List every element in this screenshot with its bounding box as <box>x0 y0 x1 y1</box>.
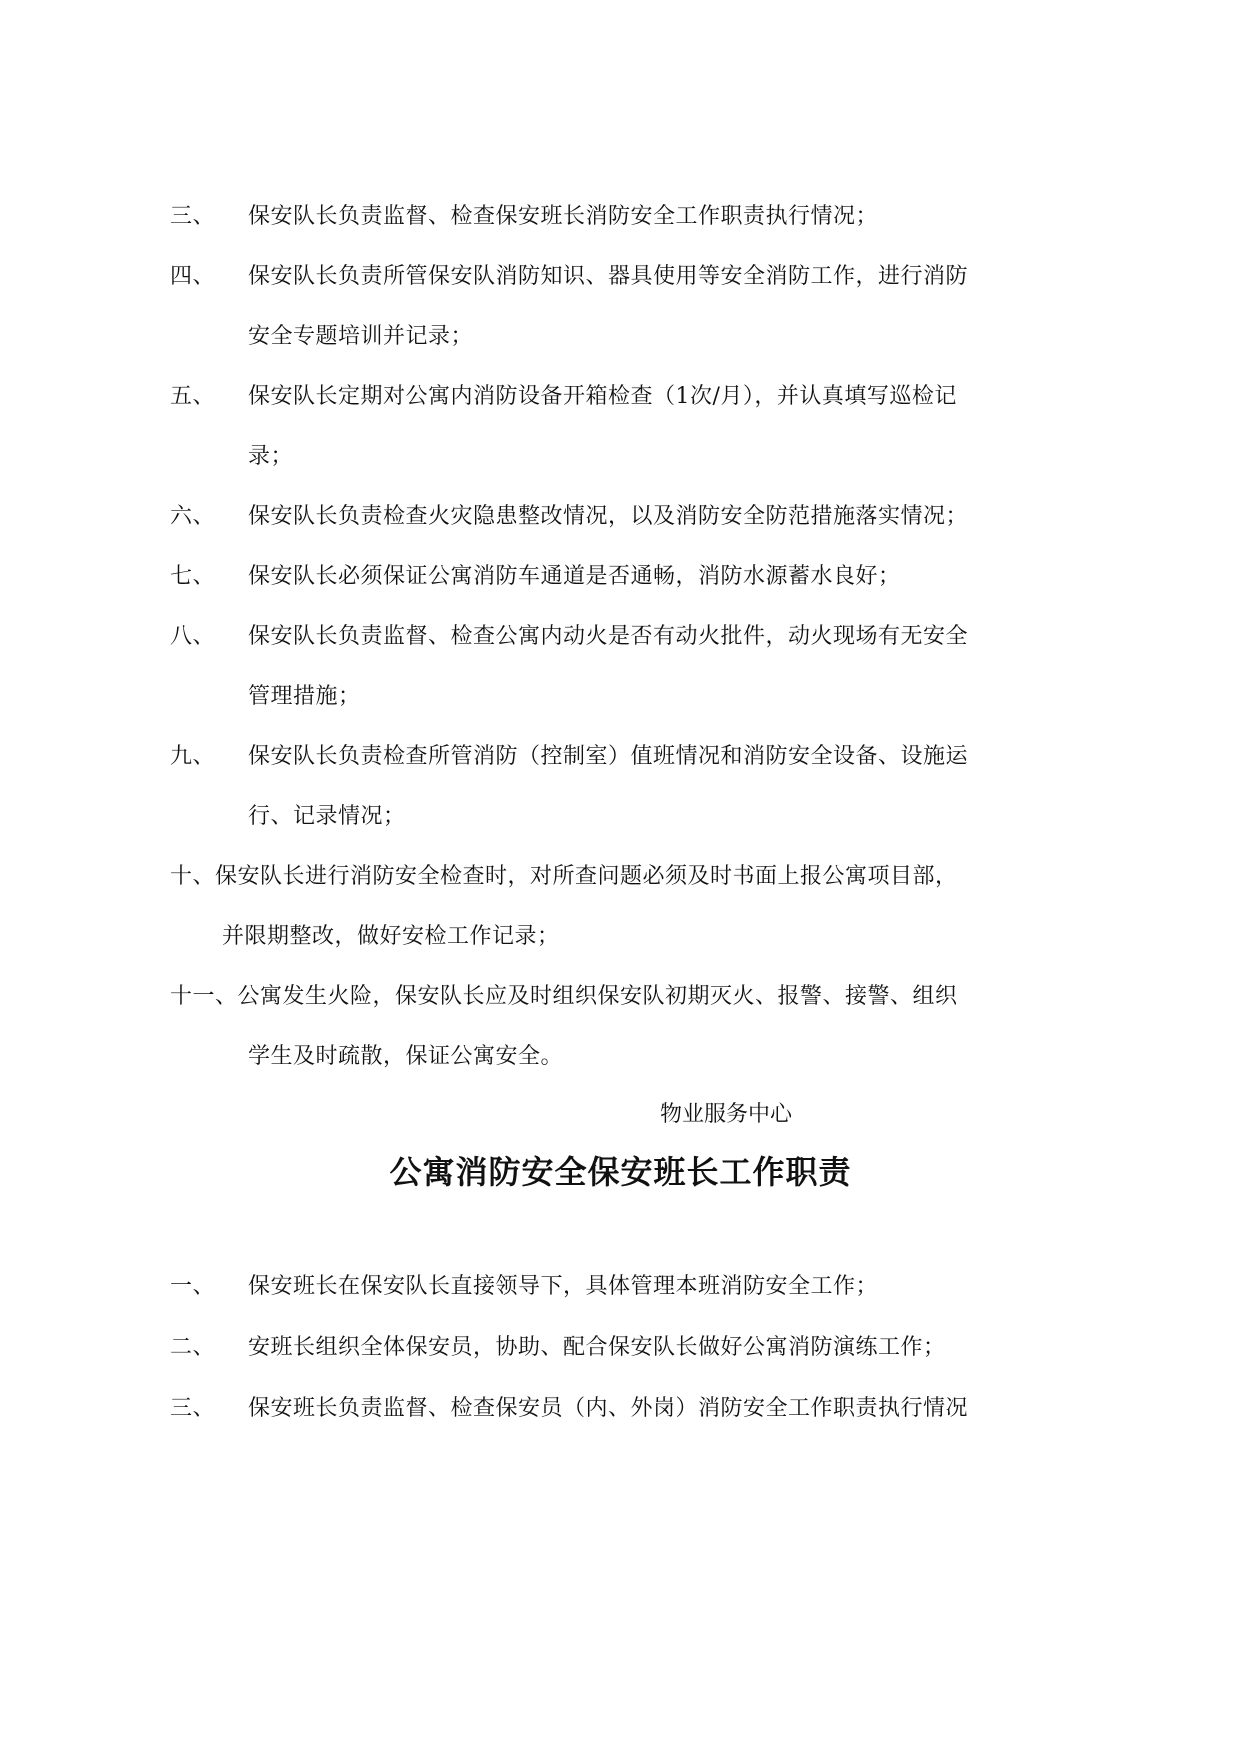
page-title: 公寓消防安全保安班长工作职责 <box>389 1153 852 1191</box>
item-text: 十、保安队长进行消防安全检查时，对所查问题必须及时书面上报公寓项目部， <box>170 864 958 889</box>
item-text: 保安队长负责检查所管消防（控制室）值班情况和消防安全设备、设施运 <box>248 744 969 769</box>
item-number: 六、 <box>170 504 216 529</box>
item-text: 保安队长负责所管保安队消防知识、器具使用等安全消防工作，进行消防 <box>248 264 969 289</box>
item-number: 一、 <box>170 1274 216 1299</box>
item-text-continued: 录； <box>248 444 294 469</box>
item-number: 九、 <box>170 744 216 769</box>
item-text: 保安班长在保安队长直接领导下，具体管理本班消防安全工作； <box>248 1274 879 1299</box>
item-text: 保安班长负责监督、检查保安员（内、外岗）消防安全工作职责执行情况 <box>248 1396 969 1421</box>
item-text-continued: 安全专题培训并记录； <box>248 324 474 349</box>
item-number: 八、 <box>170 624 216 649</box>
item-number: 七、 <box>170 564 216 589</box>
item-text: 十一、公寓发生火险，保安队长应及时组织保安队初期灭火、报警、接警、组织 <box>170 984 958 1009</box>
item-text-continued: 管理措施； <box>248 684 361 709</box>
item-text: 保安队长负责监督、检查公寓内动火是否有动火批件，动火现场有无安全 <box>248 624 969 649</box>
signature: 物业服务中心 <box>660 1102 793 1127</box>
item-number: 二、 <box>170 1335 216 1360</box>
item-text: 保安队长必须保证公寓消防车通道是否通畅，消防水源蓄水良好； <box>248 564 901 589</box>
item-number: 四、 <box>170 264 216 289</box>
item-number: 五、 <box>170 384 216 409</box>
item-text-continued: 行、记录情况； <box>248 804 406 829</box>
item-text-continued: 学生及时疏散，保证公寓安全。 <box>248 1044 564 1069</box>
item-number: 三、 <box>170 204 216 229</box>
item-number: 三、 <box>170 1396 216 1421</box>
item-text-continued: 并限期整改，做好安检工作记录； <box>222 924 560 949</box>
item-text: 保安队长定期对公寓内消防设备开箱检查（1次/月），并认真填写巡检记 <box>248 384 957 409</box>
item-text: 安班长组织全体保安员，协助、配合保安队长做好公寓消防演练工作； <box>248 1335 946 1360</box>
item-text: 保安队长负责监督、检查保安班长消防安全工作职责执行情况； <box>248 204 879 229</box>
item-text: 保安队长负责检查火灾隐患整改情况，以及消防安全防范措施落实情况； <box>248 504 969 529</box>
